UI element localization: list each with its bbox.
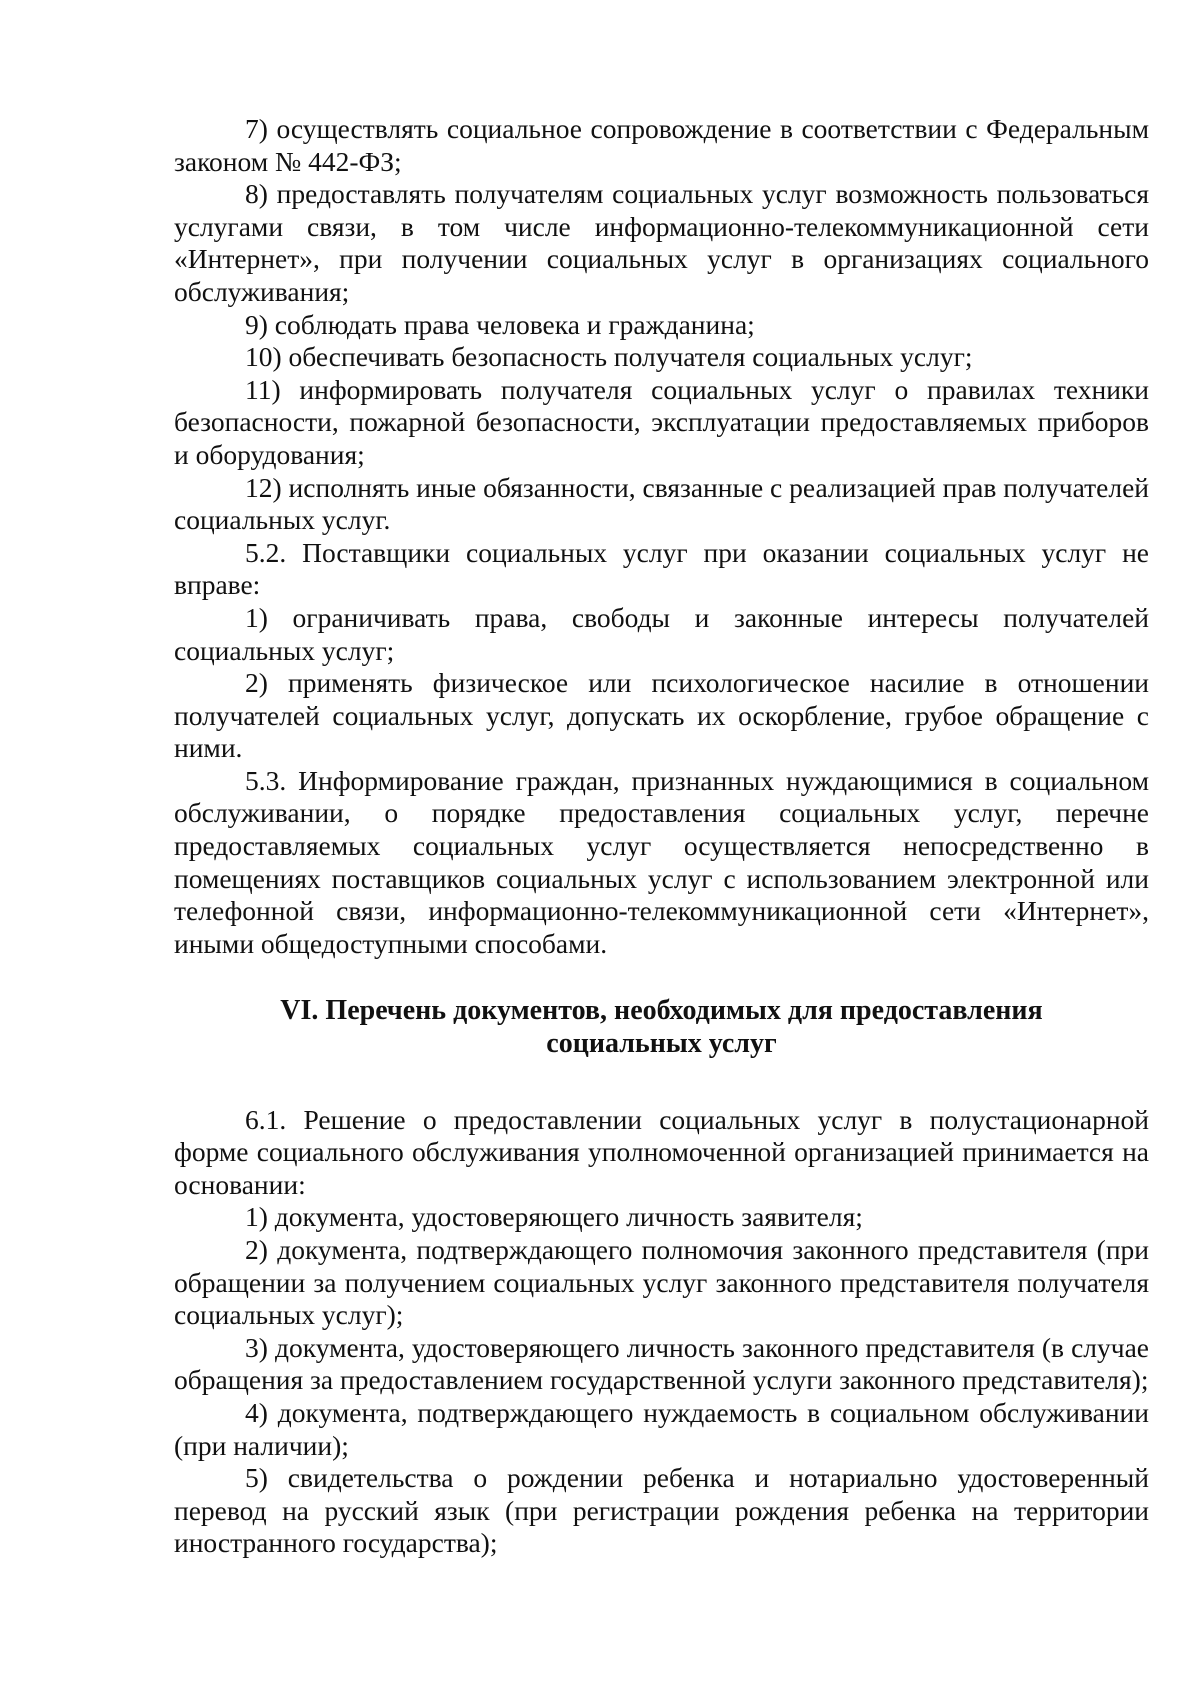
paragraph-5-1-item-10: 10) обеспечивать безопасность получателя социальных услуг; xyxy=(245,341,973,373)
paragraph-5-1-item-9: 9) соблюдать права человека и гражданина; xyxy=(245,308,755,340)
section-6-heading-line-2: социальных услуг xyxy=(546,1028,777,1060)
section-6-heading xyxy=(174,995,1149,1060)
paragraph-5-3: 5.3. Информирование граждан, признанных нуждающимися в социальном обслуживании, о порядке предоставления социальных услуг, перечне предоставляемых социальных услуг осуществляется непосредственно в помещениях поставщиков социальных услуг с использованием электронной или телефонной связи, информационно-телекоммуникационной сети «Интернет», иными общедоступными способами. xyxy=(174,764,1149,959)
paragraph-5-2-item-1: 1) ограничивать права, свободы и законные интересы получателей социальных услуг; xyxy=(174,601,1149,666)
paragraph-6-1-item-4: 4) документа, подтверждающего нуждаемость в социальном обслуживании (при наличии); xyxy=(174,1396,1149,1461)
section-6-heading-line-1: VI. Перечень документов, необходимых для предоставления xyxy=(280,995,1043,1027)
paragraph-5-1-item-11: 11) информировать получателя социальных услуг о правилах техники безопасности, пожарной безопасности, эксплуатации предоставляемых приборов и оборудования; xyxy=(174,373,1149,470)
paragraph-5-1-item-12: 12) исполнять иные обязанности, связанные с реализацией прав получателей социальных услуг. xyxy=(174,471,1149,536)
paragraph-5-1-item-8: 8) предоставлять получателям социальных услуг возможность пользоваться услугами связи, в том числе информационно-телекоммуникационной сети «Интернет», при получении социальных услуг в организациях социального обслуживания; xyxy=(174,178,1149,307)
paragraph-6-1: 6.1. Решение о предоставлении социальных услуг в полустационарной форме социального обслуживания уполномоченной организацией принимается на основании: xyxy=(174,1103,1149,1200)
paragraph-6-1-item-2: 2) документа, подтверждающего полномочия законного представителя (при обращении за получением социальных услуг законного представителя получателя социальных услуг); xyxy=(174,1234,1149,1331)
paragraph-6-1-item-3: 3) документа, удостоверяющего личность законного представителя (в случае обращения за предоставлением государственной услуги законного представителя); xyxy=(174,1331,1149,1396)
paragraph-5-2-item-2: 2) применять физическое или психологическое насилие в отношении получателей социальных услуг, допускать их оскорбление, грубое обращение с ними. xyxy=(174,667,1149,764)
paragraph-6-1-item-1: 1) документа, удостоверяющего личность заявителя; xyxy=(245,1201,863,1233)
paragraph-5-1-item-7: 7) осуществлять социальное сопровождение в соответствии с Федеральным законом № 442-ФЗ; xyxy=(174,113,1149,177)
paragraph-5-2: 5.2. Поставщики социальных услуг при оказании социальных услуг не вправе: xyxy=(174,536,1149,601)
document-body xyxy=(174,113,1149,1560)
paragraph-6-1-item-5: 5) свидетельства о рождении ребенка и нотариально удостоверенный перевод на русский язык (при регистрации рождения ребенка на территории иностранного государства); xyxy=(174,1462,1149,1559)
